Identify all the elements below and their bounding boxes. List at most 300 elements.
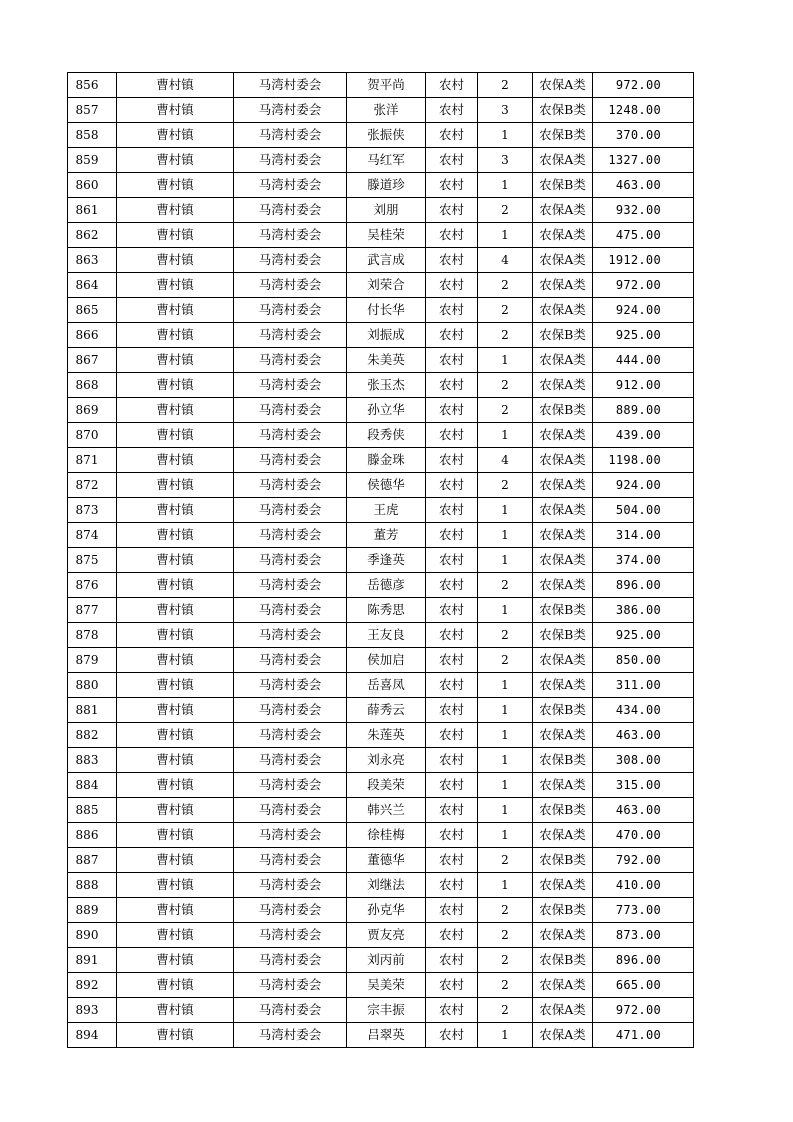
table-row xyxy=(68,923,694,948)
amount-cell: 912.00 xyxy=(593,373,694,398)
person-name-cell: 朱美英 xyxy=(347,348,426,373)
household-type-cell: 农村 xyxy=(426,798,478,823)
category-cell: 农保B类 xyxy=(533,598,593,623)
row-number-cell: 887 xyxy=(68,848,117,873)
village-committee-cell: 马湾村委会 xyxy=(234,873,347,898)
village-committee-cell: 马湾村委会 xyxy=(234,73,347,98)
category-cell: 农保A类 xyxy=(533,573,593,598)
amount-cell: 311.00 xyxy=(593,673,694,698)
amount-cell: 850.00 xyxy=(593,648,694,673)
person-name-cell: 侯加启 xyxy=(347,648,426,673)
member-count-cell: 3 xyxy=(478,98,533,123)
category-cell: 农保A类 xyxy=(533,548,593,573)
town-cell: 曹村镇 xyxy=(117,623,234,648)
category-cell: 农保A类 xyxy=(533,498,593,523)
amount-cell: 314.00 xyxy=(593,523,694,548)
household-type-cell: 农村 xyxy=(426,548,478,573)
member-count-cell: 2 xyxy=(478,848,533,873)
household-type-cell: 农村 xyxy=(426,423,478,448)
amount-cell: 896.00 xyxy=(593,573,694,598)
category-cell: 农保B类 xyxy=(533,698,593,723)
village-committee-cell: 马湾村委会 xyxy=(234,273,347,298)
village-committee-cell: 马湾村委会 xyxy=(234,123,347,148)
amount-cell: 504.00 xyxy=(593,498,694,523)
row-number-cell: 862 xyxy=(68,223,117,248)
category-cell: 农保B类 xyxy=(533,398,593,423)
category-cell: 农保A类 xyxy=(533,273,593,298)
member-count-cell: 2 xyxy=(478,948,533,973)
town-cell: 曹村镇 xyxy=(117,73,234,98)
table-row xyxy=(68,173,694,198)
amount-cell: 315.00 xyxy=(593,773,694,798)
town-cell: 曹村镇 xyxy=(117,473,234,498)
member-count-cell: 2 xyxy=(478,198,533,223)
household-type-cell: 农村 xyxy=(426,873,478,898)
row-number-cell: 890 xyxy=(68,923,117,948)
household-type-cell: 农村 xyxy=(426,998,478,1023)
amount-cell: 386.00 xyxy=(593,598,694,623)
member-count-cell: 1 xyxy=(478,798,533,823)
village-committee-cell: 马湾村委会 xyxy=(234,548,347,573)
member-count-cell: 2 xyxy=(478,273,533,298)
person-name-cell: 刘荣合 xyxy=(347,273,426,298)
person-name-cell: 董芳 xyxy=(347,523,426,548)
row-number-cell: 873 xyxy=(68,498,117,523)
village-committee-cell: 马湾村委会 xyxy=(234,573,347,598)
village-committee-cell: 马湾村委会 xyxy=(234,748,347,773)
household-type-cell: 农村 xyxy=(426,123,478,148)
town-cell: 曹村镇 xyxy=(117,548,234,573)
town-cell: 曹村镇 xyxy=(117,223,234,248)
table-row xyxy=(68,73,694,98)
village-committee-cell: 马湾村委会 xyxy=(234,848,347,873)
category-cell: 农保A类 xyxy=(533,473,593,498)
category-cell: 农保B类 xyxy=(533,98,593,123)
member-count-cell: 2 xyxy=(478,623,533,648)
member-count-cell: 3 xyxy=(478,148,533,173)
village-committee-cell: 马湾村委会 xyxy=(234,398,347,423)
person-name-cell: 岳德彦 xyxy=(347,573,426,598)
row-number-cell: 872 xyxy=(68,473,117,498)
household-type-cell: 农村 xyxy=(426,73,478,98)
village-committee-cell: 马湾村委会 xyxy=(234,698,347,723)
town-cell: 曹村镇 xyxy=(117,1023,234,1048)
village-committee-cell: 马湾村委会 xyxy=(234,473,347,498)
category-cell: 农保A类 xyxy=(533,248,593,273)
row-number-cell: 870 xyxy=(68,423,117,448)
row-number-cell: 888 xyxy=(68,873,117,898)
table-row xyxy=(68,498,694,523)
table-row xyxy=(68,98,694,123)
row-number-cell: 893 xyxy=(68,998,117,1023)
town-cell: 曹村镇 xyxy=(117,323,234,348)
table-row xyxy=(68,973,694,998)
town-cell: 曹村镇 xyxy=(117,948,234,973)
household-type-cell: 农村 xyxy=(426,598,478,623)
person-name-cell: 朱莲英 xyxy=(347,723,426,748)
town-cell: 曹村镇 xyxy=(117,373,234,398)
table-row xyxy=(68,323,694,348)
person-name-cell: 张洋 xyxy=(347,98,426,123)
table-row xyxy=(68,473,694,498)
town-cell: 曹村镇 xyxy=(117,723,234,748)
category-cell: 农保A类 xyxy=(533,448,593,473)
town-cell: 曹村镇 xyxy=(117,498,234,523)
village-committee-cell: 马湾村委会 xyxy=(234,673,347,698)
row-number-cell: 877 xyxy=(68,598,117,623)
household-type-cell: 农村 xyxy=(426,848,478,873)
member-count-cell: 2 xyxy=(478,398,533,423)
category-cell: 农保B类 xyxy=(533,948,593,973)
member-count-cell: 2 xyxy=(478,323,533,348)
household-type-cell: 农村 xyxy=(426,523,478,548)
town-cell: 曹村镇 xyxy=(117,923,234,948)
amount-cell: 463.00 xyxy=(593,723,694,748)
table-row xyxy=(68,123,694,148)
amount-cell: 308.00 xyxy=(593,748,694,773)
household-type-cell: 农村 xyxy=(426,698,478,723)
amount-cell: 471.00 xyxy=(593,1023,694,1048)
person-name-cell: 段秀侠 xyxy=(347,423,426,448)
category-cell: 农保A类 xyxy=(533,723,593,748)
town-cell: 曹村镇 xyxy=(117,698,234,723)
table-row xyxy=(68,273,694,298)
household-type-cell: 农村 xyxy=(426,923,478,948)
table-row xyxy=(68,523,694,548)
person-name-cell: 贾友亮 xyxy=(347,923,426,948)
village-committee-cell: 马湾村委会 xyxy=(234,448,347,473)
category-cell: 农保B类 xyxy=(533,173,593,198)
village-committee-cell: 马湾村委会 xyxy=(234,148,347,173)
village-committee-cell: 马湾村委会 xyxy=(234,1023,347,1048)
household-type-cell: 农村 xyxy=(426,98,478,123)
row-number-cell: 871 xyxy=(68,448,117,473)
person-name-cell: 侯德华 xyxy=(347,473,426,498)
amount-cell: 444.00 xyxy=(593,348,694,373)
person-name-cell: 董德华 xyxy=(347,848,426,873)
person-name-cell: 王友良 xyxy=(347,623,426,648)
village-committee-cell: 马湾村委会 xyxy=(234,773,347,798)
category-cell: 农保A类 xyxy=(533,923,593,948)
row-number-cell: 857 xyxy=(68,98,117,123)
household-type-cell: 农村 xyxy=(426,898,478,923)
member-count-cell: 4 xyxy=(478,248,533,273)
member-count-cell: 2 xyxy=(478,648,533,673)
row-number-cell: 860 xyxy=(68,173,117,198)
member-count-cell: 1 xyxy=(478,673,533,698)
category-cell: 农保B类 xyxy=(533,848,593,873)
category-cell: 农保A类 xyxy=(533,1023,593,1048)
town-cell: 曹村镇 xyxy=(117,898,234,923)
row-number-cell: 867 xyxy=(68,348,117,373)
category-cell: 农保A类 xyxy=(533,148,593,173)
town-cell: 曹村镇 xyxy=(117,248,234,273)
village-committee-cell: 马湾村委会 xyxy=(234,423,347,448)
amount-cell: 470.00 xyxy=(593,823,694,848)
category-cell: 农保A类 xyxy=(533,998,593,1023)
table-row xyxy=(68,698,694,723)
town-cell: 曹村镇 xyxy=(117,98,234,123)
category-cell: 农保A类 xyxy=(533,298,593,323)
person-name-cell: 马红军 xyxy=(347,148,426,173)
person-name-cell: 孙立华 xyxy=(347,398,426,423)
amount-cell: 773.00 xyxy=(593,898,694,923)
person-name-cell: 刘永亮 xyxy=(347,748,426,773)
member-count-cell: 2 xyxy=(478,973,533,998)
category-cell: 农保B类 xyxy=(533,123,593,148)
village-committee-cell: 马湾村委会 xyxy=(234,898,347,923)
category-cell: 农保A类 xyxy=(533,823,593,848)
town-cell: 曹村镇 xyxy=(117,423,234,448)
table-row xyxy=(68,298,694,323)
amount-cell: 873.00 xyxy=(593,923,694,948)
person-name-cell: 岳喜凤 xyxy=(347,673,426,698)
household-type-cell: 农村 xyxy=(426,248,478,273)
town-cell: 曹村镇 xyxy=(117,798,234,823)
member-count-cell: 2 xyxy=(478,473,533,498)
table-row xyxy=(68,823,694,848)
row-number-cell: 858 xyxy=(68,123,117,148)
member-count-cell: 2 xyxy=(478,73,533,98)
table-body xyxy=(68,73,694,1048)
amount-cell: 924.00 xyxy=(593,298,694,323)
row-number-cell: 885 xyxy=(68,798,117,823)
member-count-cell: 2 xyxy=(478,298,533,323)
table-row xyxy=(68,998,694,1023)
amount-cell: 439.00 xyxy=(593,423,694,448)
person-name-cell: 徐桂梅 xyxy=(347,823,426,848)
row-number-cell: 864 xyxy=(68,273,117,298)
category-cell: 农保B类 xyxy=(533,748,593,773)
member-count-cell: 1 xyxy=(478,173,533,198)
member-count-cell: 2 xyxy=(478,573,533,598)
table-row xyxy=(68,648,694,673)
member-count-cell: 1 xyxy=(478,548,533,573)
village-committee-cell: 马湾村委会 xyxy=(234,973,347,998)
category-cell: 农保A类 xyxy=(533,198,593,223)
village-committee-cell: 马湾村委会 xyxy=(234,373,347,398)
household-type-cell: 农村 xyxy=(426,773,478,798)
row-number-cell: 879 xyxy=(68,648,117,673)
person-name-cell: 段美荣 xyxy=(347,773,426,798)
table-row xyxy=(68,748,694,773)
amount-cell: 792.00 xyxy=(593,848,694,873)
amount-cell: 925.00 xyxy=(593,323,694,348)
household-type-cell: 农村 xyxy=(426,323,478,348)
town-cell: 曹村镇 xyxy=(117,573,234,598)
town-cell: 曹村镇 xyxy=(117,648,234,673)
village-committee-cell: 马湾村委会 xyxy=(234,798,347,823)
amount-cell: 972.00 xyxy=(593,73,694,98)
person-name-cell: 付长华 xyxy=(347,298,426,323)
village-committee-cell: 马湾村委会 xyxy=(234,98,347,123)
town-cell: 曹村镇 xyxy=(117,298,234,323)
category-cell: 农保A类 xyxy=(533,348,593,373)
amount-cell: 925.00 xyxy=(593,623,694,648)
table-row xyxy=(68,723,694,748)
category-cell: 农保A类 xyxy=(533,373,593,398)
person-name-cell: 吴桂荣 xyxy=(347,223,426,248)
town-cell: 曹村镇 xyxy=(117,273,234,298)
person-name-cell: 王虎 xyxy=(347,498,426,523)
row-number-cell: 884 xyxy=(68,773,117,798)
village-committee-cell: 马湾村委会 xyxy=(234,823,347,848)
member-count-cell: 1 xyxy=(478,423,533,448)
amount-cell: 374.00 xyxy=(593,548,694,573)
amount-cell: 370.00 xyxy=(593,123,694,148)
category-cell: 农保A类 xyxy=(533,223,593,248)
table-row xyxy=(68,798,694,823)
town-cell: 曹村镇 xyxy=(117,673,234,698)
row-number-cell: 863 xyxy=(68,248,117,273)
table-row xyxy=(68,248,694,273)
household-type-cell: 农村 xyxy=(426,348,478,373)
row-number-cell: 883 xyxy=(68,748,117,773)
person-name-cell: 张振侠 xyxy=(347,123,426,148)
town-cell: 曹村镇 xyxy=(117,973,234,998)
village-committee-cell: 马湾村委会 xyxy=(234,348,347,373)
amount-cell: 889.00 xyxy=(593,398,694,423)
household-type-cell: 农村 xyxy=(426,648,478,673)
row-number-cell: 886 xyxy=(68,823,117,848)
village-committee-cell: 马湾村委会 xyxy=(234,923,347,948)
table-row xyxy=(68,148,694,173)
category-cell: 农保B类 xyxy=(533,623,593,648)
town-cell: 曹村镇 xyxy=(117,123,234,148)
row-number-cell: 865 xyxy=(68,298,117,323)
town-cell: 曹村镇 xyxy=(117,873,234,898)
village-committee-cell: 马湾村委会 xyxy=(234,598,347,623)
amount-cell: 475.00 xyxy=(593,223,694,248)
member-count-cell: 1 xyxy=(478,348,533,373)
village-committee-cell: 马湾村委会 xyxy=(234,248,347,273)
member-count-cell: 1 xyxy=(478,1023,533,1048)
amount-cell: 972.00 xyxy=(593,273,694,298)
row-number-cell: 878 xyxy=(68,623,117,648)
household-type-cell: 农村 xyxy=(426,973,478,998)
table-row xyxy=(68,398,694,423)
person-name-cell: 刘振成 xyxy=(347,323,426,348)
person-name-cell: 滕金珠 xyxy=(347,448,426,473)
person-name-cell: 孙克华 xyxy=(347,898,426,923)
row-number-cell: 882 xyxy=(68,723,117,748)
person-name-cell: 吴美荣 xyxy=(347,973,426,998)
table-row xyxy=(68,673,694,698)
town-cell: 曹村镇 xyxy=(117,448,234,473)
town-cell: 曹村镇 xyxy=(117,848,234,873)
person-name-cell: 张玉杰 xyxy=(347,373,426,398)
amount-cell: 972.00 xyxy=(593,998,694,1023)
person-name-cell: 薛秀云 xyxy=(347,698,426,723)
table-row xyxy=(68,423,694,448)
member-count-cell: 1 xyxy=(478,748,533,773)
member-count-cell: 1 xyxy=(478,598,533,623)
row-number-cell: 881 xyxy=(68,698,117,723)
household-type-cell: 农村 xyxy=(426,473,478,498)
village-committee-cell: 马湾村委会 xyxy=(234,298,347,323)
household-type-cell: 农村 xyxy=(426,948,478,973)
member-count-cell: 2 xyxy=(478,898,533,923)
table-row xyxy=(68,898,694,923)
category-cell: 农保A类 xyxy=(533,648,593,673)
person-name-cell: 吕翠英 xyxy=(347,1023,426,1048)
table-row xyxy=(68,773,694,798)
category-cell: 农保B类 xyxy=(533,898,593,923)
person-name-cell: 宗丰振 xyxy=(347,998,426,1023)
person-name-cell: 刘丙前 xyxy=(347,948,426,973)
household-type-cell: 农村 xyxy=(426,373,478,398)
member-count-cell: 2 xyxy=(478,923,533,948)
row-number-cell: 861 xyxy=(68,198,117,223)
row-number-cell: 892 xyxy=(68,973,117,998)
amount-cell: 463.00 xyxy=(593,798,694,823)
village-committee-cell: 马湾村委会 xyxy=(234,498,347,523)
town-cell: 曹村镇 xyxy=(117,173,234,198)
person-name-cell: 刘继法 xyxy=(347,873,426,898)
town-cell: 曹村镇 xyxy=(117,823,234,848)
village-committee-cell: 马湾村委会 xyxy=(234,198,347,223)
household-type-cell: 农村 xyxy=(426,723,478,748)
amount-cell: 1912.00 xyxy=(593,248,694,273)
table-row xyxy=(68,448,694,473)
person-name-cell: 陈秀思 xyxy=(347,598,426,623)
table-row xyxy=(68,848,694,873)
row-number-cell: 856 xyxy=(68,73,117,98)
table-row xyxy=(68,1023,694,1048)
table-row xyxy=(68,548,694,573)
amount-cell: 463.00 xyxy=(593,173,694,198)
member-count-cell: 1 xyxy=(478,523,533,548)
table-row xyxy=(68,948,694,973)
row-number-cell: 868 xyxy=(68,373,117,398)
village-committee-cell: 马湾村委会 xyxy=(234,623,347,648)
amount-cell: 924.00 xyxy=(593,473,694,498)
row-number-cell: 875 xyxy=(68,548,117,573)
member-count-cell: 1 xyxy=(478,223,533,248)
person-name-cell: 武言成 xyxy=(347,248,426,273)
row-number-cell: 880 xyxy=(68,673,117,698)
town-cell: 曹村镇 xyxy=(117,748,234,773)
amount-cell: 434.00 xyxy=(593,698,694,723)
member-count-cell: 2 xyxy=(478,998,533,1023)
category-cell: 农保A类 xyxy=(533,973,593,998)
member-count-cell: 1 xyxy=(478,698,533,723)
row-number-cell: 891 xyxy=(68,948,117,973)
member-count-cell: 1 xyxy=(478,123,533,148)
category-cell: 农保A类 xyxy=(533,773,593,798)
document-table-container xyxy=(67,72,693,1048)
town-cell: 曹村镇 xyxy=(117,598,234,623)
town-cell: 曹村镇 xyxy=(117,348,234,373)
town-cell: 曹村镇 xyxy=(117,773,234,798)
category-cell: 农保B类 xyxy=(533,798,593,823)
person-name-cell: 季逢英 xyxy=(347,548,426,573)
member-count-cell: 1 xyxy=(478,723,533,748)
village-committee-cell: 马湾村委会 xyxy=(234,648,347,673)
town-cell: 曹村镇 xyxy=(117,198,234,223)
household-type-cell: 农村 xyxy=(426,448,478,473)
subsidy-table xyxy=(67,72,694,1048)
amount-cell: 932.00 xyxy=(593,198,694,223)
town-cell: 曹村镇 xyxy=(117,998,234,1023)
household-type-cell: 农村 xyxy=(426,398,478,423)
table-row xyxy=(68,873,694,898)
household-type-cell: 农村 xyxy=(426,273,478,298)
amount-cell: 665.00 xyxy=(593,973,694,998)
household-type-cell: 农村 xyxy=(426,173,478,198)
amount-cell: 410.00 xyxy=(593,873,694,898)
village-committee-cell: 马湾村委会 xyxy=(234,323,347,348)
